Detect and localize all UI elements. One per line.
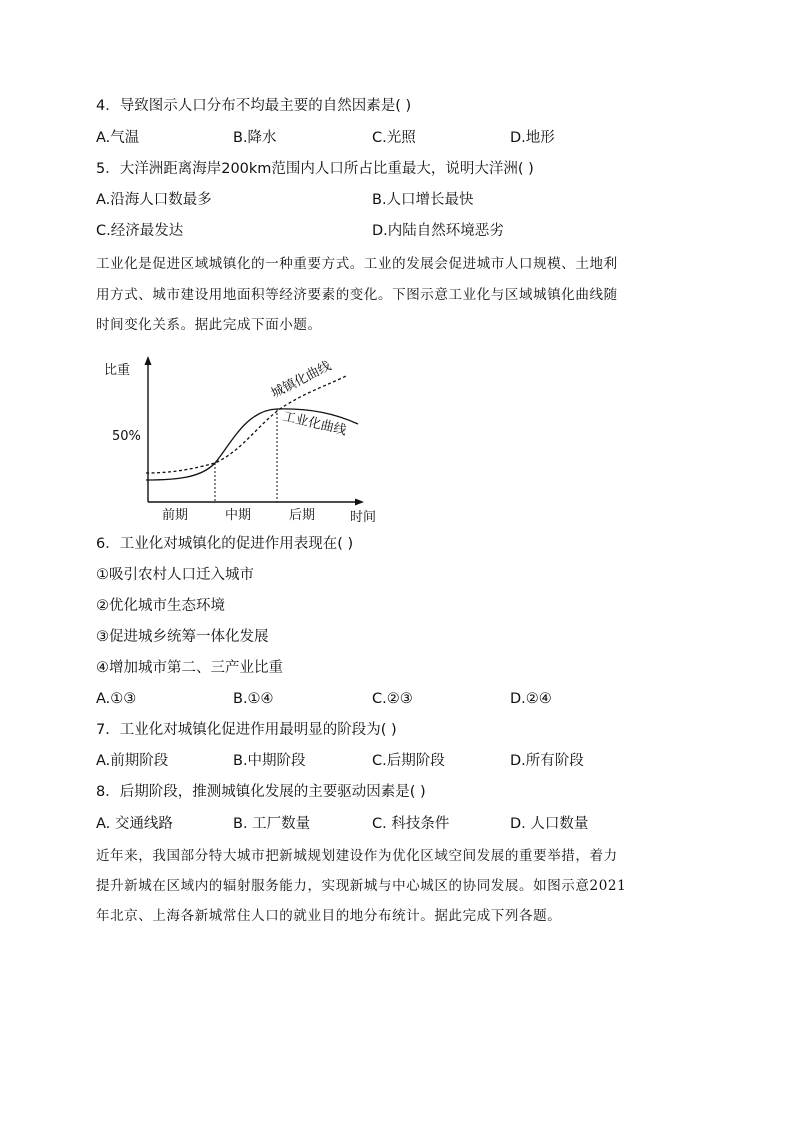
q7-option-b: B.中期阶段 <box>233 753 306 769</box>
q5-option-d: D.内陆自然环境恶劣 <box>372 223 504 239</box>
q6-option-b: B.①④ <box>233 691 274 707</box>
x-axis-arrow <box>355 499 364 506</box>
q8-option-c: C. 科技条件 <box>372 816 450 832</box>
q4-option-c: C.光照 <box>372 130 416 146</box>
stage-early: 前期 <box>162 508 189 523</box>
q6-stem: 6．工业化对城镇化的促进作用表现在( ) <box>96 536 354 552</box>
q5-option-a: A.沿海人口数最多 <box>96 192 212 208</box>
q8-option-a: A. 交通线路 <box>96 816 173 832</box>
q7-option-c: C.后期阶段 <box>372 753 445 769</box>
q6-option-c: C.②③ <box>372 691 413 707</box>
q6-option-a: A.①③ <box>96 691 137 707</box>
q5-option-c: C.经济最发达 <box>96 223 184 239</box>
q8-option-b: B. 工厂数量 <box>233 816 311 832</box>
passage-1-line-2: 用方式、城市建设用地面积等经济要素的变化。下图示意工业化与区域城镇化曲线随 <box>96 287 618 303</box>
passage-2-line-3: 年北京、上海各新城常住人口的就业目的地分布统计。据此完成下列各题。 <box>96 908 562 924</box>
q5-option-b: B.人口增长最快 <box>372 192 474 208</box>
q6-item-1: ①吸引农村人口迁入城市 <box>96 567 254 583</box>
x-axis-label: 时间 <box>350 510 377 525</box>
stage-mid: 中期 <box>225 508 252 523</box>
passage-1-line-3: 时间变化关系。据此完成下面小题。 <box>96 317 322 333</box>
passage-1-line-1: 工业化是促进区域城镇化的一种重要方式。工业的发展会促进城市人口规模、土地利 <box>96 256 618 272</box>
y-axis-label: 比重 <box>104 363 131 378</box>
q5-stem: 5．大洋洲距离海岸200km范围内人口所占比重最大，说明大洋洲( ) <box>96 161 534 177</box>
q4-option-d: D.地形 <box>510 130 555 146</box>
q8-stem: 8．后期阶段，推测城镇化发展的主要驱动因素是( ) <box>96 784 426 800</box>
urbanization-industrialization-figure <box>96 352 396 530</box>
passage-2-line-2: 提升新城在区域内的辐射服务能力，实现新城与中心城区的协同发展。如图示意2021 <box>96 878 627 894</box>
stage-late: 后期 <box>289 508 316 523</box>
y-axis-arrow <box>145 356 152 365</box>
q8-option-d: D. 人口数量 <box>510 816 589 832</box>
y-tick-50: 50% <box>112 429 141 444</box>
q7-stem: 7．工业化对城镇化促进作用最明显的阶段为( ) <box>96 722 397 738</box>
q7-option-a: A.前期阶段 <box>96 753 169 769</box>
q6-item-3: ③促进城乡统筹一体化发展 <box>96 629 269 645</box>
q4-option-a: A.气温 <box>96 130 140 146</box>
q7-option-d: D.所有阶段 <box>510 753 584 769</box>
urbanization-curve-label: 城镇化曲线 <box>269 358 334 402</box>
q6-item-4: ④增加城市第二、三产业比重 <box>96 660 283 676</box>
industrialization-curve-label: 工业化曲线 <box>281 409 348 439</box>
q6-option-d: D.②④ <box>510 691 552 707</box>
passage-2-line-1: 近年来，我国部分特大城市把新城规划建设作为优化区域空间发展的重要举措，着力 <box>96 848 618 864</box>
q6-item-2: ②优化城市生态环境 <box>96 598 225 614</box>
q4-option-b: B.降水 <box>233 130 277 146</box>
q4-stem: 4．导致图示人口分布不均最主要的自然因素是( ) <box>96 98 412 114</box>
